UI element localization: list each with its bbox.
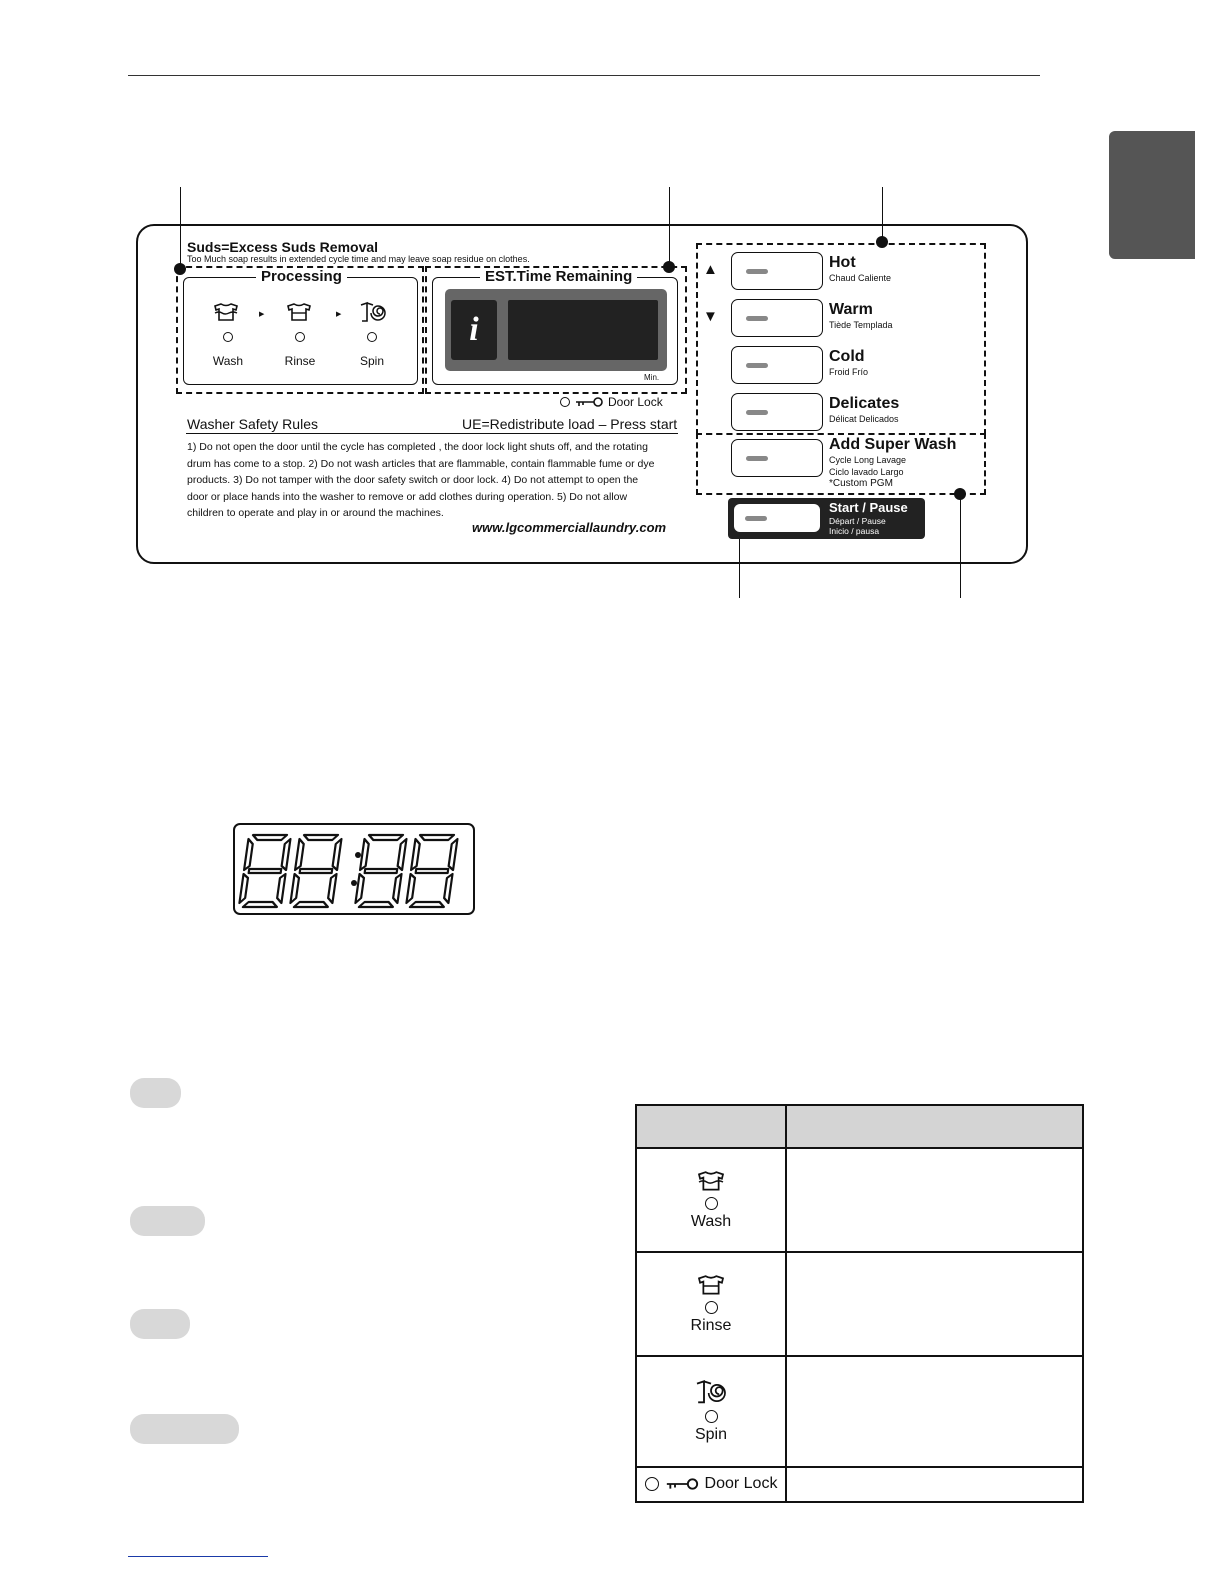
suds-note: Too Much soap results in extended cycle time and may leave soap residue on clothes. (187, 254, 530, 264)
cold-sublabel: Froid Frío (829, 367, 869, 377)
table-row (636, 1356, 1083, 1467)
button-indicator (746, 316, 768, 321)
add-super-wash-label: Add Super Wash (829, 436, 957, 453)
rinse-led (705, 1301, 718, 1314)
spin-icon (359, 301, 387, 330)
processing-box (183, 277, 418, 385)
indicator-table (635, 1104, 1084, 1503)
start-sublabel-fr: Départ / Pause (829, 516, 886, 526)
safety-rules-title: Washer Safety Rules (187, 416, 318, 432)
door-lock-label: Door Lock (608, 395, 663, 409)
table-header-cell (786, 1105, 1083, 1148)
add-super-wash-sublabel-1: Cycle Long Lavage (829, 455, 907, 465)
wash-led (705, 1197, 718, 1210)
table-desc-cell (786, 1356, 1083, 1467)
spin-label: Spin (359, 354, 385, 368)
time-display-screen (508, 300, 658, 360)
table-row (636, 1148, 1083, 1252)
table-row-label: Wash (690, 1212, 732, 1230)
step-arrow-icon: ▶ (336, 311, 342, 318)
door-lock-led (645, 1477, 659, 1491)
min-label: Min. (644, 373, 660, 382)
time-remaining-label: EST.Time Remaining (480, 268, 637, 285)
spin-icon (694, 1379, 728, 1407)
rules-line: drum has come to a stop. 2) Do not wash articles that are flammable, contain flammable fume or dye (187, 457, 655, 470)
ue-note: UE=Redistribute load – Press start (462, 416, 678, 432)
suds-title: Suds=Excess Suds Removal (187, 239, 379, 255)
spin-led (705, 1410, 718, 1423)
door-lock-led (560, 397, 570, 407)
warm-label-group (829, 301, 893, 331)
safety-rules-text (187, 439, 679, 522)
seven-segment-display (233, 823, 475, 915)
heading-pill-1 (130, 1078, 181, 1108)
wash-led (223, 332, 233, 342)
website-text: www.lgcommerciallaundry.com (472, 520, 667, 535)
rinse-led (295, 332, 305, 342)
table-icon-cell (636, 1467, 786, 1502)
warm-button[interactable] (731, 299, 823, 337)
table-desc-cell (786, 1252, 1083, 1356)
hot-button[interactable] (731, 252, 823, 290)
key-icon (574, 396, 604, 408)
table-desc-cell (786, 1148, 1083, 1252)
rules-line: children to operate and play in or around the machines. (187, 507, 444, 519)
delicates-sublabel: Délicat Delicados (829, 414, 899, 424)
wash-icon (212, 302, 240, 329)
cold-label: Cold (829, 348, 865, 365)
hot-label: Hot (829, 254, 856, 271)
button-indicator (746, 269, 768, 274)
start-pause-sublabel (829, 516, 886, 536)
section-tab (1109, 131, 1195, 259)
table-row (636, 1252, 1083, 1356)
key-icon (664, 1477, 700, 1491)
table-icon-cell (636, 1252, 786, 1356)
button-indicator (746, 410, 768, 415)
button-indicator (746, 456, 768, 461)
delicates-label: Delicates (829, 395, 900, 412)
down-arrow-icon[interactable]: ▼ (703, 308, 718, 325)
top-rule (128, 75, 1040, 76)
table-header-row (636, 1105, 1083, 1148)
table-icon-cell (636, 1356, 786, 1467)
start-sublabel-es: Inicio / pausa (829, 526, 880, 536)
table-icon-cell (636, 1148, 786, 1252)
table-row-label: Spin (694, 1425, 728, 1443)
processing-label: Processing (256, 268, 347, 285)
table-desc-cell (786, 1467, 1083, 1502)
table-row-label: Rinse (690, 1316, 732, 1334)
spin-led (367, 332, 377, 342)
bottom-rule (128, 1556, 268, 1557)
rinse-icon (694, 1274, 728, 1298)
rules-line: 1) Do not open the door until the cycle has completed , the door lock light shuts off, and the rotating (187, 441, 648, 453)
add-super-wash-label-group (829, 436, 956, 490)
wash-label: Wash (212, 354, 244, 368)
start-pause-label: Start / Pause (829, 500, 908, 515)
add-super-wash-sublabel-2: Ciclo lavado Largo (829, 467, 904, 477)
hot-sublabel: Chaud Caliente (829, 273, 892, 283)
heading-pill-2 (130, 1206, 205, 1236)
table-header-cell (636, 1105, 786, 1148)
rules-divider (186, 433, 678, 434)
heading-pill-3 (130, 1309, 190, 1339)
table-row (636, 1467, 1083, 1502)
rules-line: door or place hands into the washer to remove or add clothes during operation. 5) Do not allow (187, 490, 628, 503)
button-indicator (745, 516, 767, 521)
rinse-label: Rinse (284, 354, 316, 368)
warm-label: Warm (829, 301, 873, 318)
heading-pill-4 (130, 1414, 239, 1444)
button-indicator (746, 363, 768, 368)
wash-icon (694, 1170, 728, 1194)
door-lock-indicator (560, 395, 663, 409)
rules-line: products. 3) Do not tamper with the door safety switch or door lock. 4) Do not attempt to open the (187, 474, 639, 486)
info-icon: i (451, 300, 497, 360)
cold-label-group (829, 348, 868, 378)
table-row-label: Door Lock (704, 1475, 778, 1493)
warm-sublabel: Tiède Templada (829, 320, 893, 330)
custom-pgm-label: *Custom PGM (829, 478, 893, 489)
segment-digits-icon (235, 825, 473, 913)
hot-label-group (829, 254, 891, 284)
delicates-label-group (829, 395, 899, 425)
rinse-icon (285, 302, 313, 329)
cold-button[interactable] (731, 346, 823, 384)
up-arrow-icon[interactable]: ▲ (703, 261, 718, 278)
delicates-button[interactable] (731, 393, 823, 431)
add-super-wash-button[interactable] (731, 439, 823, 477)
step-arrow-icon: ▶ (259, 311, 265, 318)
